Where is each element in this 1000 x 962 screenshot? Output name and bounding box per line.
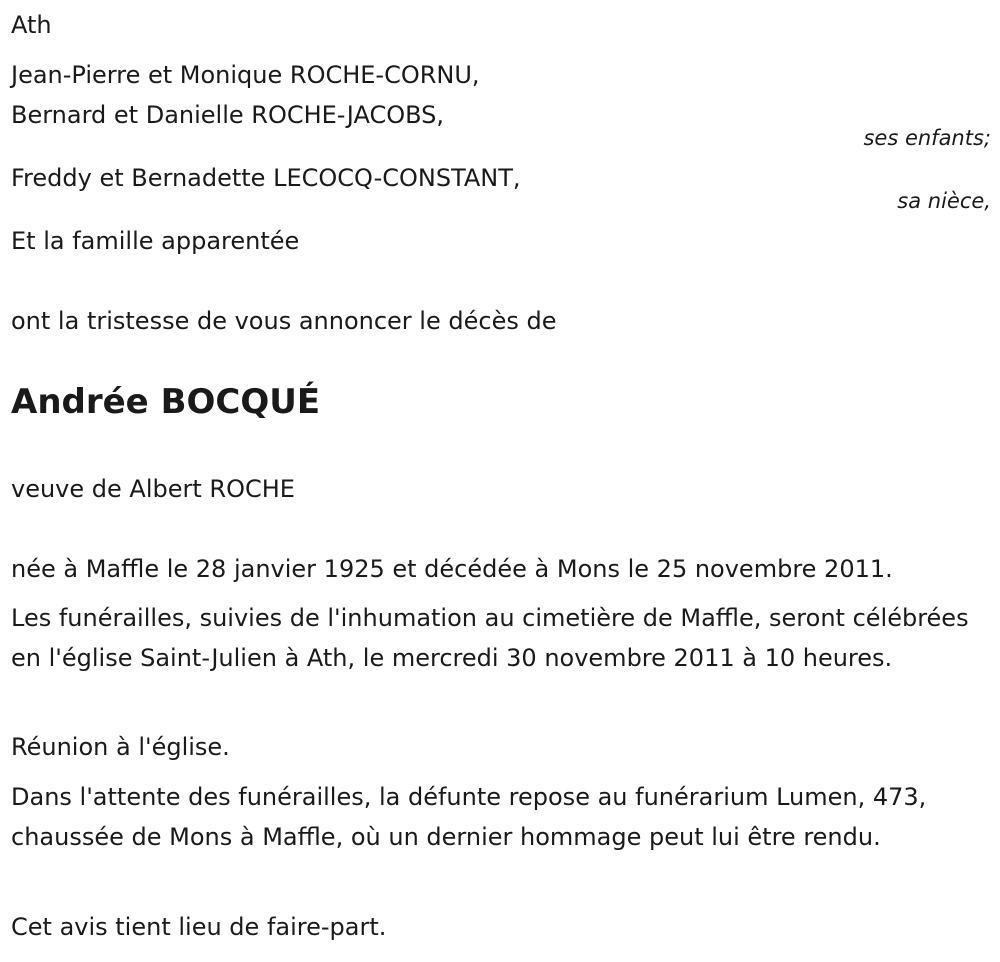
child-line-1: Jean-Pierre et Monique ROCHE-CORNU, [11,61,480,89]
deceased-name: Andrée BOCQUÉ [11,382,321,422]
family-line: Et la famille apparentée [11,227,300,255]
niece-line: Freddy et Bernadette LECOCQ-CONSTANT, [11,164,521,192]
repose-details: Dans l'attente des funérailles, la défunte repose au funérarium Lumen, 473, chaussée de Mons à Maffle, où un dernier hommage peut lui être rendu. [11,783,927,851]
location: Ath [11,11,52,39]
notice: Cet avis tient lieu de faire-part. [11,913,387,941]
meeting: Réunion à l'église. [11,733,230,761]
announcement: ont la tristesse de vous annoncer le décès de [11,307,557,335]
birth-death: née à Maffle le 28 janvier 1925 et décédée à Mons le 25 novembre 2011. [11,555,893,583]
funeral-details: Les funérailles, suivies de l'inhumation au cimetière de Maffle, seront célébrées en l'église Saint-Julien à Ath, le mercredi 30 novembre 2011 à 10 heures. [11,604,969,672]
child-line-2: Bernard et Danielle ROCHE-JACOBS, [11,101,445,129]
niece-role: sa nièce, [897,189,991,213]
children-role: ses enfants; [863,126,991,150]
widow-of: veuve de Albert ROCHE [11,475,295,503]
